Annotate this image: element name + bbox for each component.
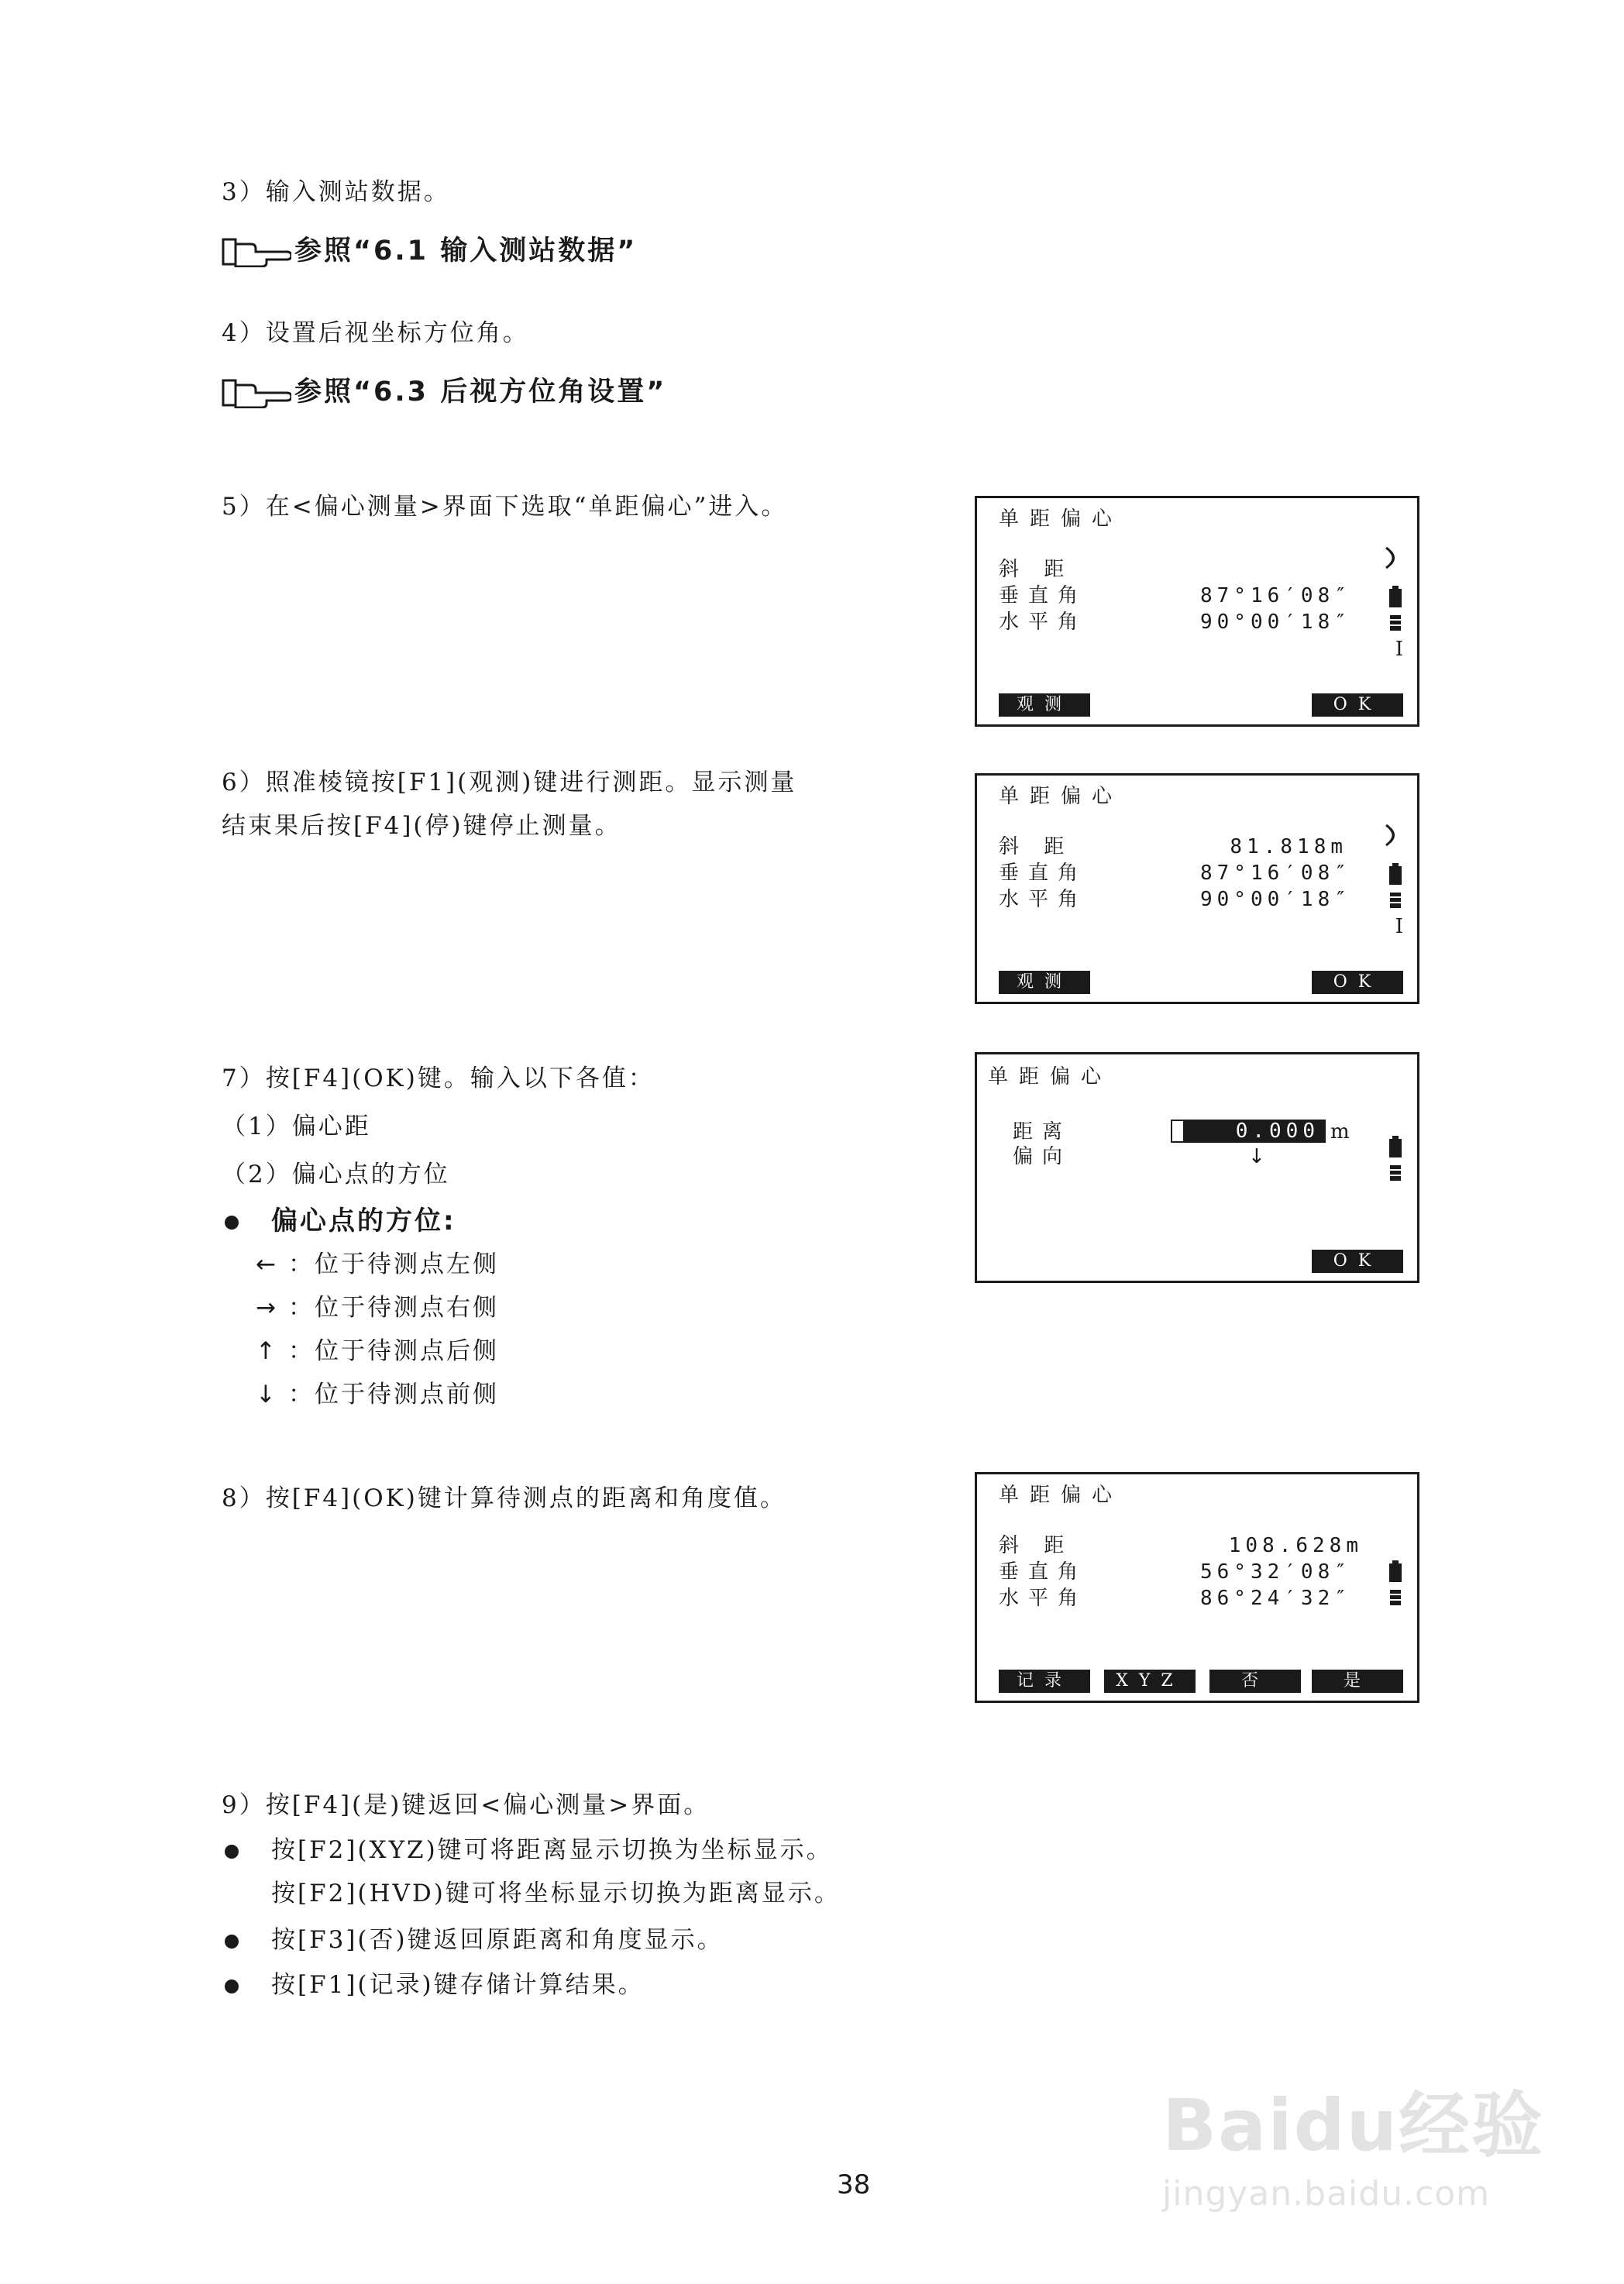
row-vertical-angle [999, 861, 1351, 886]
signal-icon [1388, 614, 1403, 631]
label-horizontal: 水平角 [999, 1587, 1088, 1610]
label-vertical: 垂直角 [999, 862, 1088, 885]
label-slope: 斜 距 [999, 558, 1074, 581]
value-horizontal: 90°00′18″ [1200, 888, 1351, 911]
softkey-observe[interactable]: 观测 [999, 971, 1090, 994]
reference-6-3 [222, 375, 666, 409]
softkey-yes[interactable]: 是 [1312, 1670, 1403, 1693]
row-slope-distance [999, 557, 1169, 582]
arrow-item-right [256, 1292, 499, 1323]
bullet-dot [225, 1216, 239, 1230]
value-horizontal: 90°00′18″ [1200, 611, 1351, 634]
step-6-line2: 结束果后按[F4](停)键停止测量。 [222, 812, 621, 840]
reference-text: 参照“6.1 输入测站数据” [294, 236, 638, 267]
prism-icon [1383, 824, 1403, 847]
step-7: 7）按[F4](OK)键。输入以下各值： [222, 1065, 655, 1092]
lcd-screen-4 [975, 1472, 1419, 1703]
label-horizontal: 水平角 [999, 611, 1088, 634]
arrow-item-down [256, 1379, 499, 1410]
distance-unit: m [1330, 1120, 1350, 1144]
softkey-record[interactable]: 记录 [999, 1670, 1090, 1693]
arrow-item-left [256, 1249, 499, 1280]
softkey-ok[interactable]: OK [1312, 1250, 1403, 1273]
softkey-observe[interactable]: 观测 [999, 693, 1090, 717]
prism-icon [1383, 546, 1403, 569]
arrow-item-text: ：位于待测点后侧 [288, 1337, 499, 1365]
lcd-screen-3 [975, 1052, 1419, 1283]
battery-icon [1388, 1560, 1403, 1583]
reference-text: 参照“6.3 后视方位角设置” [294, 377, 667, 408]
softkey-ok[interactable]: OK [1312, 693, 1403, 717]
step-6-line1: 6）照准棱镜按[F1](观测)键进行测距。显示测量 [222, 769, 797, 796]
softkey-bar [999, 971, 1403, 994]
bullet-3-text: 按[F1](记录)键存储计算结果。 [271, 1971, 645, 1999]
input-cursor [1171, 1120, 1185, 1143]
arrow-down-icon: ↓ [256, 1381, 278, 1409]
value-slope: 108.628m [1228, 1534, 1363, 1557]
offset-direction-selector[interactable]: ↓ [1248, 1145, 1265, 1168]
softkey-bar [999, 693, 1403, 717]
bullet-dot [225, 1935, 239, 1949]
reference-6-1 [222, 234, 637, 268]
softkey-xyz[interactable]: XYZ [1104, 1670, 1196, 1693]
row-slope-distance [999, 834, 1347, 859]
softkey-bar [999, 1670, 1403, 1693]
bullet-heading-text: 偏心点的方位: [271, 1206, 456, 1237]
mode-indicator: I [1395, 638, 1403, 661]
row-offset-direction [1013, 1144, 1152, 1169]
value-horizontal: 86°24′32″ [1200, 1587, 1351, 1610]
bullet-2 [225, 1925, 724, 1956]
lcd-screen-1 [975, 496, 1419, 727]
row-horizontal-angle [999, 1586, 1351, 1611]
bullet-1-line2: 按[F2](HVD)键可将坐标显示切换为距离显示。 [271, 1880, 841, 1907]
label-vertical: 垂直角 [999, 584, 1088, 607]
label-distance: 距离 [1013, 1120, 1072, 1144]
softkey-bar [999, 1250, 1403, 1273]
bullet-1 [225, 1835, 833, 1866]
label-horizontal: 水平角 [999, 888, 1088, 911]
row-vertical-angle [999, 1560, 1351, 1584]
arrow-item-text: ：位于待测点左侧 [288, 1250, 499, 1278]
bullet-1-text: 按[F2](XYZ)键可将距离显示切换为坐标显示。 [271, 1836, 833, 1864]
screen-title: 单距偏心 [999, 785, 1123, 808]
value-slope: 81.818m [1230, 835, 1347, 858]
step-5: 5）在<偏心测量>界面下选取“单距偏心”进入。 [222, 493, 788, 521]
arrow-up-icon: ↑ [256, 1337, 278, 1365]
value-vertical: 87°16′08″ [1200, 584, 1351, 607]
mode-indicator: I [1395, 915, 1403, 938]
row-vertical-angle [999, 583, 1351, 608]
step-4: 4）设置后视坐标方位角。 [222, 319, 529, 347]
battery-icon [1388, 585, 1403, 608]
signal-icon [1388, 1164, 1403, 1182]
step-9: 9）按[F4](是)键返回<偏心测量>界面。 [222, 1791, 710, 1819]
softkey-no[interactable]: 否 [1209, 1670, 1301, 1693]
watermark [1162, 2069, 1544, 2213]
value-vertical: 87°16′08″ [1200, 862, 1351, 885]
step-8: 8）按[F4](OK)键计算待测点的距离和角度值。 [222, 1484, 786, 1512]
arrow-item-text: ：位于待测点前侧 [288, 1381, 499, 1409]
battery-icon [1388, 1135, 1403, 1158]
bullet-dot [225, 1845, 239, 1859]
softkey-ok[interactable]: OK [1312, 971, 1403, 994]
row-offset-distance [1013, 1120, 1152, 1144]
screen-title: 单距偏心 [988, 1065, 1113, 1089]
signal-icon [1388, 892, 1403, 909]
row-slope-distance [999, 1533, 1363, 1558]
battery-icon [1388, 862, 1403, 886]
watermark-brand: Baidu经验 [1162, 2084, 1545, 2167]
arrow-right-icon: → [256, 1294, 278, 1322]
bullet-heading [225, 1204, 456, 1238]
bullet-dot [225, 1980, 239, 1993]
step-7-item1: （1）偏心距 [222, 1113, 371, 1140]
label-slope: 斜 距 [999, 835, 1074, 858]
pointing-hand-icon [222, 236, 291, 267]
arrow-left-icon: ← [256, 1250, 278, 1278]
value-vertical: 56°32′08″ [1200, 1560, 1351, 1584]
watermark-url: jingyan.baidu.com [1162, 2174, 1491, 2213]
arrow-item-up [256, 1336, 499, 1367]
label-direction: 偏向 [1013, 1145, 1072, 1168]
screen-title: 单距偏心 [999, 1484, 1123, 1507]
bullet-2-text: 按[F3](否)键返回原距离和角度显示。 [271, 1926, 724, 1954]
label-vertical: 垂直角 [999, 1560, 1088, 1584]
pointing-hand-icon [222, 377, 291, 408]
arrow-item-text: ：位于待测点右侧 [288, 1294, 499, 1322]
offset-distance-input[interactable]: 0.000 [1171, 1120, 1326, 1143]
step-7-item2: （2）偏心点的方位 [222, 1161, 450, 1188]
bullet-3 [225, 1969, 645, 2000]
step-3: 3）输入测站数据。 [222, 178, 450, 206]
page-number: 38 [837, 2169, 871, 2200]
row-horizontal-angle [999, 610, 1351, 635]
label-slope: 斜 距 [999, 1534, 1074, 1557]
row-horizontal-angle [999, 887, 1351, 912]
lcd-screen-2 [975, 773, 1419, 1004]
signal-icon [1388, 1589, 1403, 1606]
screen-title: 单距偏心 [999, 507, 1123, 531]
